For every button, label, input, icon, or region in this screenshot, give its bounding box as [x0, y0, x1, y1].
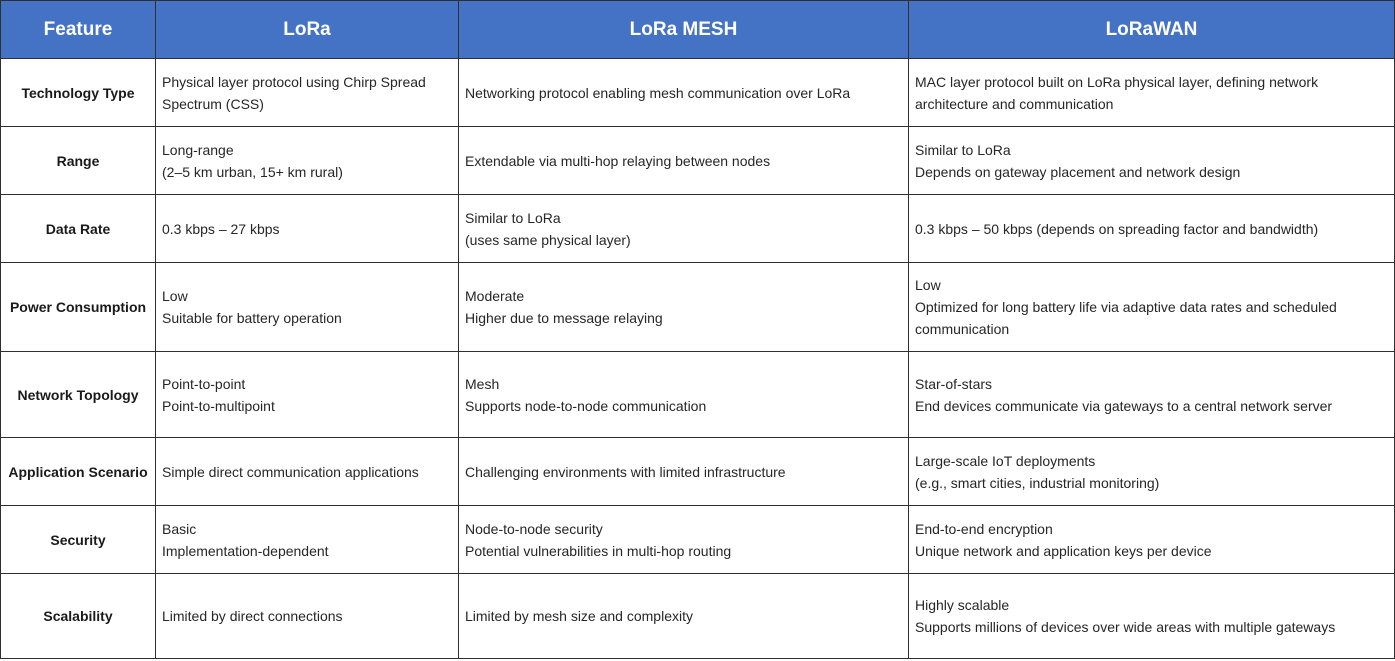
cell-line: 0.3 kbps – 27 kbps — [162, 220, 280, 237]
cell-line: 0.3 kbps – 50 kbps (depends on spreading factor and bandwidth) — [915, 220, 1319, 237]
cell-line: Supports node-to-node communication — [465, 397, 707, 414]
cell-line: Limited by direct connections — [162, 608, 343, 624]
mesh-cell — [459, 352, 909, 438]
header-row — [1, 1, 1395, 59]
table-row — [1, 574, 1395, 659]
cell-line: Higher due to message relaying — [465, 310, 663, 326]
lora-cell — [156, 438, 459, 506]
cell-line: Optimized for long battery life via adaptive data rates and scheduled — [915, 299, 1337, 315]
cell-line: Limited by mesh size and complexity — [465, 608, 693, 624]
cell-line: (uses same physical layer) — [465, 231, 631, 248]
header-feature: Feature — [1, 1, 156, 59]
mesh-cell — [459, 195, 909, 263]
lora-cell — [156, 127, 459, 195]
cell-line: communication — [915, 321, 1010, 337]
cell-line: Star-of-stars — [915, 375, 993, 392]
feature-cell: Scalability — [1, 574, 156, 659]
cell-line: End devices communicate via gateways to a central network server — [915, 397, 1333, 414]
lora-cell — [156, 59, 459, 127]
cell-line: Spectrum (CSS) — [162, 95, 264, 112]
lora-cell — [156, 352, 459, 438]
feature-cell: Application Scenario — [1, 438, 156, 506]
cell-line: Low — [162, 288, 188, 304]
cell-line: MAC layer protocol built on LoRa physical layer, defining network — [915, 73, 1319, 90]
feature-cell: Power Consumption — [1, 263, 156, 352]
cell-line: Point-to-multipoint — [162, 397, 275, 414]
cell-line: End-to-end encryption — [915, 520, 1053, 537]
header-lora: LoRa — [156, 1, 459, 59]
cell-line: Challenging environments with limited infrastructure — [465, 463, 786, 480]
cell-line: Node-to-node security — [465, 520, 603, 537]
table-row — [1, 195, 1395, 263]
lorawan-cell — [909, 127, 1395, 195]
cell-line: Highly scalable — [915, 597, 1010, 613]
cell-line: (2–5 km urban, 15+ km rural) — [162, 163, 343, 180]
cell-line: Unique network and application keys per device — [915, 542, 1212, 559]
mesh-cell — [459, 127, 909, 195]
feature-cell: Technology Type — [1, 59, 156, 127]
cell-line: Point-to-point — [162, 375, 246, 392]
lora-cell — [156, 506, 459, 574]
cell-line: Suitable for battery operation — [162, 310, 342, 326]
lorawan-cell — [909, 506, 1395, 574]
table-row — [1, 263, 1395, 352]
lora-cell — [156, 574, 459, 659]
table-row — [1, 127, 1395, 195]
cell-line: Extendable via multi-hop relaying between nodes — [465, 152, 771, 169]
cell-line: Low — [915, 277, 941, 293]
lora-cell — [156, 263, 459, 352]
cell-line: Depends on gateway placement and network design — [915, 163, 1241, 180]
table-row — [1, 59, 1395, 127]
cell-line: Basic — [162, 520, 197, 537]
cell-line: Potential vulnerabilities in multi-hop routing — [465, 542, 732, 559]
lorawan-cell — [909, 59, 1395, 127]
cell-line: Physical layer protocol using Chirp Spread — [162, 73, 426, 90]
cell-line: Large-scale IoT deployments — [915, 452, 1096, 469]
feature-cell: Network Topology — [1, 352, 156, 438]
cell-line: architecture and communication — [915, 95, 1114, 112]
table-row — [1, 506, 1395, 574]
lorawan-cell — [909, 263, 1395, 352]
header-lorawan: LoRaWAN — [909, 1, 1395, 59]
lorawan-cell — [909, 195, 1395, 263]
mesh-cell — [459, 438, 909, 506]
mesh-cell — [459, 574, 909, 659]
cell-line: Long-range — [162, 141, 234, 158]
lorawan-cell — [909, 352, 1395, 438]
cell-line: Mesh — [465, 375, 500, 392]
table-row — [1, 352, 1395, 438]
cell-line: (e.g., smart cities, industrial monitoring) — [915, 474, 1160, 491]
cell-line: Moderate — [465, 288, 525, 304]
feature-cell: Data Rate — [1, 195, 156, 263]
cell-line: Simple direct communication applications — [162, 463, 419, 480]
lora-cell — [156, 195, 459, 263]
table-row — [1, 438, 1395, 506]
mesh-cell — [459, 59, 909, 127]
header-lora-mesh: LoRa MESH — [459, 1, 909, 59]
cell-line: Supports millions of devices over wide areas with multiple gateways — [915, 619, 1336, 635]
cell-line: Similar to LoRa — [915, 141, 1011, 158]
feature-cell: Security — [1, 506, 156, 574]
cell-line: Implementation-dependent — [162, 542, 329, 559]
mesh-cell — [459, 263, 909, 352]
lorawan-cell — [909, 574, 1395, 659]
feature-cell: Range — [1, 127, 156, 195]
lorawan-cell — [909, 438, 1395, 506]
cell-line: Networking protocol enabling mesh communication over LoRa — [465, 84, 851, 101]
mesh-cell — [459, 506, 909, 574]
cell-line: Similar to LoRa — [465, 209, 561, 226]
